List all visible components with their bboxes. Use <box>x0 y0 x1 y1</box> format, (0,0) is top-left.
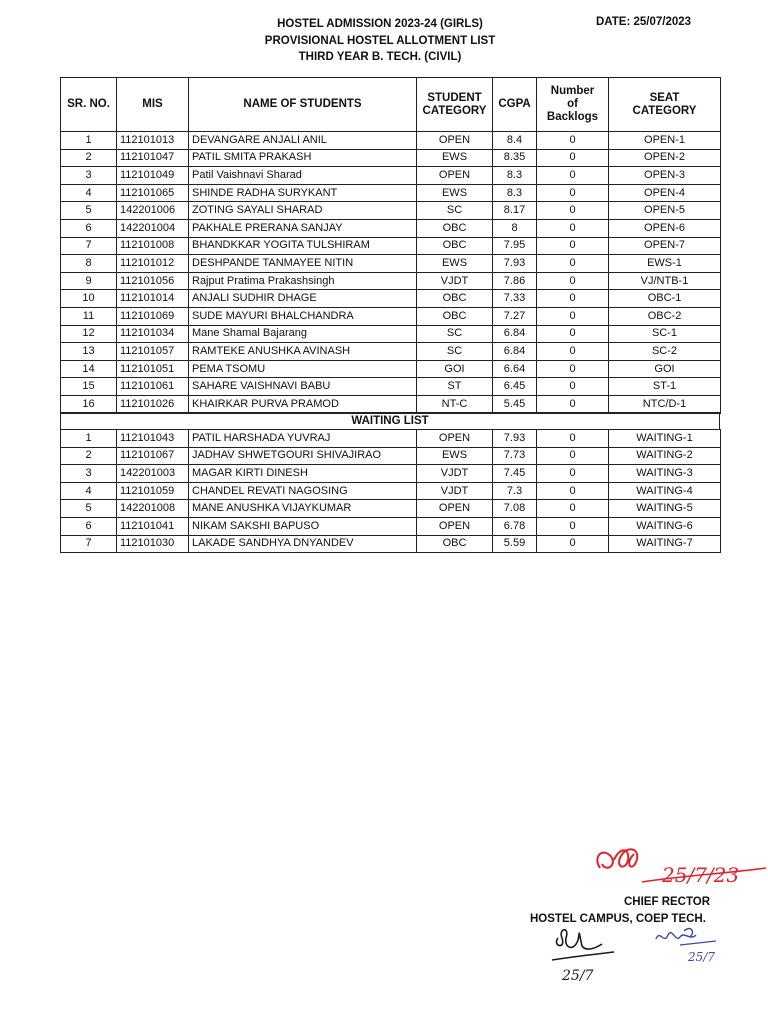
cell-cgpa: 7.33 <box>493 290 537 308</box>
cell-cgpa: 7.3 <box>493 482 537 500</box>
cell-backlogs: 0 <box>537 360 609 378</box>
col-mis: MIS <box>117 78 189 132</box>
cell-student-name: Mane Shamal Bajarang <box>189 325 417 343</box>
cell-sr-no: 2 <box>61 149 117 167</box>
cell-cgpa: 7.73 <box>493 447 537 465</box>
signatory-office: HOSTEL CAMPUS, COEP TECH. <box>530 913 706 925</box>
document-date: DATE: 25/07/2023 <box>596 16 692 28</box>
table-row <box>61 167 721 185</box>
cell-sr-no: 8 <box>61 255 117 273</box>
table-row <box>61 517 721 535</box>
cell-mis: 142201006 <box>117 202 189 220</box>
cell-backlogs: 0 <box>537 237 609 255</box>
signatory-role: CHIEF RECTOR <box>624 896 711 908</box>
cell-student-category: OPEN <box>417 517 493 535</box>
cell-cgpa: 5.59 <box>493 535 537 553</box>
cell-student-category: EWS <box>417 149 493 167</box>
cell-mis: 112101067 <box>117 447 189 465</box>
cell-sr-no: 13 <box>61 343 117 361</box>
cell-student-category: ST <box>417 378 493 396</box>
cell-sr-no: 1 <box>61 430 117 448</box>
table-row <box>61 447 721 465</box>
table-header-row <box>61 78 721 132</box>
table-row <box>61 343 721 361</box>
cell-sr-no: 16 <box>61 395 117 413</box>
col-seat-category <box>609 78 721 132</box>
cell-seat-category: OPEN-2 <box>609 149 721 167</box>
cell-sr-no: 7 <box>61 535 117 553</box>
cell-backlogs: 0 <box>537 395 609 413</box>
waiting-list-caption: WAITING LIST <box>60 412 720 429</box>
table-row <box>61 325 721 343</box>
cell-student-category: OPEN <box>417 132 493 150</box>
cell-cgpa: 6.78 <box>493 517 537 535</box>
cell-seat-category: SC-2 <box>609 343 721 361</box>
cell-cgpa: 7.95 <box>493 237 537 255</box>
cell-sr-no: 11 <box>61 307 117 325</box>
allotment-rows <box>61 132 721 414</box>
cell-mis: 112101061 <box>117 378 189 396</box>
cell-student-category: EWS <box>417 255 493 273</box>
cell-sr-no: 4 <box>61 482 117 500</box>
cell-backlogs: 0 <box>537 517 609 535</box>
cell-mis: 112101041 <box>117 517 189 535</box>
cell-sr-no: 7 <box>61 237 117 255</box>
cell-backlogs: 0 <box>537 535 609 553</box>
cell-mis: 112101057 <box>117 343 189 361</box>
cell-student-name: ANJALI SUDHIR DHAGE <box>189 290 417 308</box>
cell-student-category: VJDT <box>417 272 493 290</box>
cell-seat-category: WAITING-7 <box>609 535 721 553</box>
cell-backlogs: 0 <box>537 482 609 500</box>
cell-cgpa: 7.93 <box>493 430 537 448</box>
cell-sr-no: 5 <box>61 202 117 220</box>
cell-seat-category: OBC-2 <box>609 307 721 325</box>
cell-backlogs: 0 <box>537 202 609 220</box>
table-row <box>61 378 721 396</box>
cell-student-category: OBC <box>417 307 493 325</box>
cell-mis: 112101014 <box>117 290 189 308</box>
col-backlogs-l3: Backlogs <box>546 111 599 123</box>
cell-cgpa: 6.64 <box>493 360 537 378</box>
handwritten-date-red: 25/7/23 <box>662 863 740 887</box>
cell-student-category: OBC <box>417 219 493 237</box>
cell-student-name: KHAIRKAR PURVA PRAMOD <box>189 395 417 413</box>
col-backlogs-l1: Number <box>550 85 595 97</box>
table-row <box>61 430 721 448</box>
cell-backlogs: 0 <box>537 184 609 202</box>
cell-cgpa: 8.17 <box>493 202 537 220</box>
cell-sr-no: 10 <box>61 290 117 308</box>
table-row <box>61 500 721 518</box>
cell-sr-no: 6 <box>61 219 117 237</box>
col-seat-category-l1: SEAT <box>649 91 680 104</box>
cell-backlogs: 0 <box>537 149 609 167</box>
blue-initials <box>650 925 740 970</box>
cell-mis: 112101034 <box>117 325 189 343</box>
cell-backlogs: 0 <box>537 290 609 308</box>
cell-seat-category: GOI <box>609 360 721 378</box>
title-line-1: HOSTEL ADMISSION 2023-24 (GIRLS) <box>277 18 483 30</box>
cell-student-name: CHANDEL REVATI NAGOSING <box>189 482 417 500</box>
title-line-2: PROVISIONAL HOSTEL ALLOTMENT LIST <box>264 34 496 47</box>
cell-mis: 112101026 <box>117 395 189 413</box>
cell-cgpa: 8.35 <box>493 149 537 167</box>
cell-cgpa: 8 <box>493 219 537 237</box>
cell-backlogs: 0 <box>537 378 609 396</box>
cell-mis: 112101047 <box>117 149 189 167</box>
cell-student-category: EWS <box>417 184 493 202</box>
cell-cgpa: 7.08 <box>493 500 537 518</box>
cell-seat-category: ST-1 <box>609 378 721 396</box>
cell-backlogs: 0 <box>537 167 609 185</box>
cell-student-name: PEMA TSOMU <box>189 360 417 378</box>
cell-mis: 112101043 <box>117 430 189 448</box>
table-row <box>61 482 721 500</box>
cell-student-category: SC <box>417 325 493 343</box>
cell-student-category: OPEN <box>417 430 493 448</box>
cell-student-category: OPEN <box>417 167 493 185</box>
cell-mis: 112101051 <box>117 360 189 378</box>
cell-seat-category: VJ/NTB-1 <box>609 272 721 290</box>
cell-backlogs: 0 <box>537 325 609 343</box>
cell-seat-category: OPEN-1 <box>609 132 721 150</box>
cell-sr-no: 5 <box>61 500 117 518</box>
cell-backlogs: 0 <box>537 219 609 237</box>
table-row <box>61 535 721 553</box>
cell-student-name: SHINDE RADHA SURYKANT <box>189 184 417 202</box>
table-row <box>61 272 721 290</box>
cell-seat-category: WAITING-4 <box>609 482 721 500</box>
cell-seat-category: OPEN-6 <box>609 219 721 237</box>
cell-cgpa: 8.3 <box>493 184 537 202</box>
cell-backlogs: 0 <box>537 465 609 483</box>
cell-student-category: VJDT <box>417 465 493 483</box>
table-row <box>61 184 721 202</box>
cell-student-category: OPEN <box>417 500 493 518</box>
cell-student-name: DEVANGARE ANJALI ANIL <box>189 132 417 150</box>
cell-sr-no: 15 <box>61 378 117 396</box>
cell-seat-category: WAITING-6 <box>609 517 721 535</box>
allotment-table <box>60 77 721 414</box>
cell-mis: 112101069 <box>117 307 189 325</box>
cell-student-name: MAGAR KIRTI DINESH <box>189 465 417 483</box>
cell-student-category: SC <box>417 202 493 220</box>
cell-mis: 142201004 <box>117 219 189 237</box>
col-student-category-l1: STUDENT <box>427 91 482 104</box>
cell-mis: 142201003 <box>117 465 189 483</box>
table-row <box>61 307 721 325</box>
waiting-rows <box>61 430 721 553</box>
col-backlogs <box>537 78 609 132</box>
cell-student-name: ZOTING SAYALI SHARAD <box>189 202 417 220</box>
cell-student-name: PATIL SMITA PRAKASH <box>189 149 417 167</box>
table-row <box>61 255 721 273</box>
cell-sr-no: 1 <box>61 132 117 150</box>
title-block <box>230 16 530 66</box>
cell-student-name: BHANDKKAR YOGITA TULSHIRAM <box>189 237 417 255</box>
handwritten-date-black: 25/7 <box>562 968 594 984</box>
cell-seat-category: SC-1 <box>609 325 721 343</box>
cell-sr-no: 12 <box>61 325 117 343</box>
cell-backlogs: 0 <box>537 255 609 273</box>
rector-signature <box>590 838 768 898</box>
cell-mis: 112101059 <box>117 482 189 500</box>
cell-mis: 112101012 <box>117 255 189 273</box>
cell-student-name: Rajput Pratima Prakashsingh <box>189 272 417 290</box>
cell-mis: 112101030 <box>117 535 189 553</box>
table-row <box>61 219 721 237</box>
cell-mis: 112101008 <box>117 237 189 255</box>
cell-mis: 112101056 <box>117 272 189 290</box>
cell-cgpa: 7.27 <box>493 307 537 325</box>
cell-sr-no: 2 <box>61 447 117 465</box>
title-line-3: THIRD YEAR B. TECH. (CIVIL) <box>298 51 462 63</box>
col-cgpa: CGPA <box>493 78 537 132</box>
cell-backlogs: 0 <box>537 343 609 361</box>
cell-mis: 142201008 <box>117 500 189 518</box>
table-row <box>61 237 721 255</box>
cell-student-category: OBC <box>417 290 493 308</box>
waiting-table <box>60 429 721 553</box>
col-student-category-l2: CATEGORY <box>422 104 487 117</box>
cell-student-category: OBC <box>417 535 493 553</box>
cell-student-category: NT-C <box>417 395 493 413</box>
cell-sr-no: 14 <box>61 360 117 378</box>
cell-student-category: EWS <box>417 447 493 465</box>
cell-mis: 112101013 <box>117 132 189 150</box>
col-backlogs-l2: of <box>567 98 578 110</box>
table-row <box>61 202 721 220</box>
table-row <box>61 465 721 483</box>
cell-seat-category: WAITING-3 <box>609 465 721 483</box>
cell-student-name: SAHARE VAISHNAVI BABU <box>189 378 417 396</box>
cell-seat-category: EWS-1 <box>609 255 721 273</box>
cell-cgpa: 7.86 <box>493 272 537 290</box>
table-row <box>61 132 721 150</box>
table-row <box>61 290 721 308</box>
cell-sr-no: 4 <box>61 184 117 202</box>
col-seat-category-l2: CATEGORY <box>632 104 697 117</box>
cell-student-name: PAKHALE PRERANA SANJAY <box>189 219 417 237</box>
col-student-category <box>417 78 493 132</box>
cell-seat-category: OBC-1 <box>609 290 721 308</box>
cell-backlogs: 0 <box>537 132 609 150</box>
cell-student-name: DESHPANDE TANMAYEE NITIN <box>189 255 417 273</box>
cell-student-name: MANE ANUSHKA VIJAYKUMAR <box>189 500 417 518</box>
cell-student-name: SUDE MAYURI BHALCHANDRA <box>189 307 417 325</box>
cell-student-category: GOI <box>417 360 493 378</box>
cell-student-category: OBC <box>417 237 493 255</box>
table-row <box>61 360 721 378</box>
cell-cgpa: 5.45 <box>493 395 537 413</box>
cell-student-name: LAKADE SANDHYA DNYANDEV <box>189 535 417 553</box>
cell-sr-no: 6 <box>61 517 117 535</box>
table-row <box>61 149 721 167</box>
cell-seat-category: WAITING-2 <box>609 447 721 465</box>
col-sr-no: SR. NO. <box>61 78 117 132</box>
cell-mis: 112101065 <box>117 184 189 202</box>
cell-sr-no: 3 <box>61 465 117 483</box>
cell-sr-no: 3 <box>61 167 117 185</box>
cell-cgpa: 6.45 <box>493 378 537 396</box>
cell-seat-category: OPEN-7 <box>609 237 721 255</box>
cell-seat-category: OPEN-3 <box>609 167 721 185</box>
handwritten-date-blue: 25/7 <box>688 950 715 964</box>
cell-cgpa: 8.4 <box>493 132 537 150</box>
cell-mis: 112101049 <box>117 167 189 185</box>
cell-student-name: RAMTEKE ANUSHKA AVINASH <box>189 343 417 361</box>
black-initials <box>548 922 628 986</box>
cell-backlogs: 0 <box>537 307 609 325</box>
cell-student-name: PATIL HARSHADA YUVRAJ <box>189 430 417 448</box>
cell-backlogs: 0 <box>537 447 609 465</box>
cell-student-name: NIKAM SAKSHI BAPUSO <box>189 517 417 535</box>
cell-seat-category: NTC/D-1 <box>609 395 721 413</box>
cell-sr-no: 9 <box>61 272 117 290</box>
cell-cgpa: 7.93 <box>493 255 537 273</box>
cell-cgpa: 8.3 <box>493 167 537 185</box>
cell-student-category: SC <box>417 343 493 361</box>
cell-seat-category: OPEN-5 <box>609 202 721 220</box>
cell-student-name: Patil Vaishnavi Sharad <box>189 167 417 185</box>
cell-seat-category: WAITING-1 <box>609 430 721 448</box>
cell-seat-category: WAITING-5 <box>609 500 721 518</box>
cell-backlogs: 0 <box>537 430 609 448</box>
cell-cgpa: 7.45 <box>493 465 537 483</box>
table-row <box>61 395 721 413</box>
cell-backlogs: 0 <box>537 500 609 518</box>
col-name: NAME OF STUDENTS <box>189 78 417 132</box>
cell-backlogs: 0 <box>537 272 609 290</box>
cell-cgpa: 6.84 <box>493 343 537 361</box>
cell-student-category: VJDT <box>417 482 493 500</box>
cell-student-name: JADHAV SHWETGOURI SHIVAJIRAO <box>189 447 417 465</box>
cell-cgpa: 6.84 <box>493 325 537 343</box>
cell-seat-category: OPEN-4 <box>609 184 721 202</box>
